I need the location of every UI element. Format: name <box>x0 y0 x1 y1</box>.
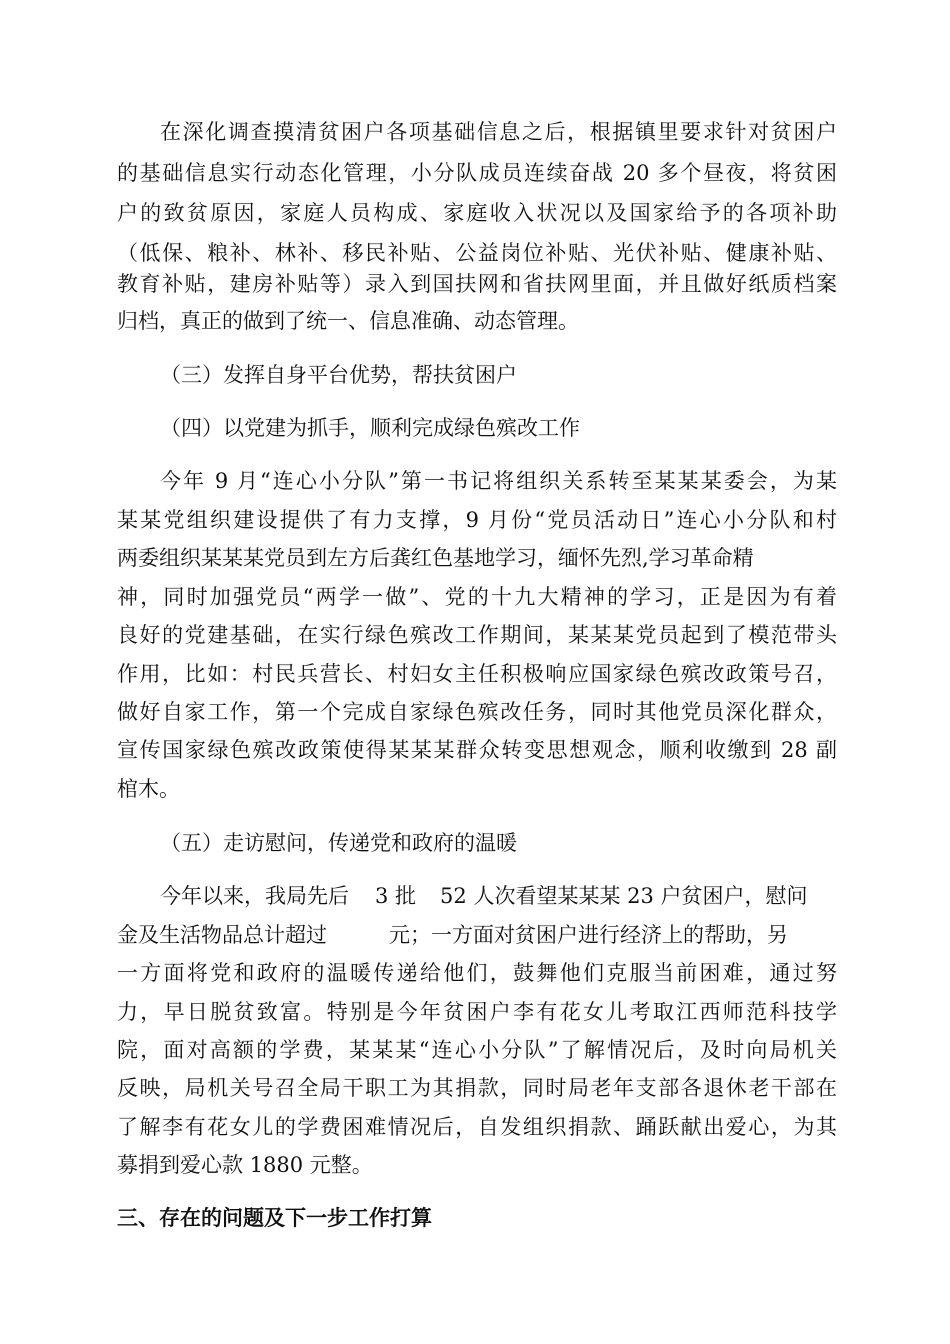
text-segment: 52 人次看望某某某 23 户贫困户，慰问 <box>440 884 808 908</box>
paragraph-line: 一方面将党和政府的温暖传递给他们，鼓舞他们克服当前困难，通过努 <box>117 961 837 985</box>
paragraph-line: 的基础信息实行动态化管理，小分队成员连续奋战 20 多个昼夜，将贫困 <box>117 161 837 185</box>
paragraph-line: 某某党组织建设提供了有力支撑，9 月份“党员活动日”连心小分队和村 <box>117 508 837 532</box>
paragraph-line: 做好自家工作，第一个完成自家绿色殡改任务，同时其他党员深化群众， <box>117 700 837 724</box>
text-segment: 3 批 <box>375 884 417 908</box>
paragraph-line-with-gaps <box>117 920 837 950</box>
paragraph-line: 反映，局机关号召全局干职工为其捐款，同时局老年支部各退休老干部在 <box>117 1076 837 1100</box>
text-segment: 金及生活物品总计超过 <box>117 923 327 947</box>
paragraph-line: 良好的党建基础，在实行绿色殡改工作期间，某某某党员起到了模范带头 <box>117 623 837 647</box>
text-segment: 今年以来，我局先后 <box>160 884 349 908</box>
paragraph-line: 归档，真正的做到了统一、信息准确、动态管理。 <box>117 309 579 333</box>
paragraph-line: 在深化调查摸清贫困户各项基础信息之后，根据镇里要求针对贫困户 <box>160 120 837 144</box>
section-heading: 三、存在的问题及下一步工作打算 <box>117 1205 432 1230</box>
paragraph-line: 募捐到爱心款 1880 元整。 <box>117 1153 373 1177</box>
paragraph-line: 了解李有花女儿的学费困难情况后，自发组织捐款、踊跃献出爱心，为其 <box>117 1115 837 1139</box>
paragraph-line: （低保、粮补、林补、移民补贴、公益岗位补贴、光伏补贴、健康补贴、 <box>117 241 837 265</box>
subheading-3: （三）发挥自身平台优势，帮扶贫困户 <box>160 363 517 387</box>
paragraph-line: 两委组织某某某党员到左方后龚红色基地学习，缅怀先烈,学习革命精 <box>117 546 754 570</box>
paragraph-line: 教育补贴，建房补贴等）录入到国扶网和省扶网里面，并且做好纸质档案 <box>117 272 837 296</box>
paragraph-line: 院，面对高额的学费，某某某“连心小分队”了解情况后，及时向局机关 <box>117 1038 837 1062</box>
subheading-5: （五）走访慰问，传递党和政府的温暖 <box>160 831 517 855</box>
paragraph-line: 今年 9 月“连心小分队”第一书记将组织关系转至某某某委会，为某 <box>160 469 837 493</box>
paragraph-line: 力，早日脱贫致富。特别是今年贫困户李有花女儿考取江西师范科技学 <box>117 1000 837 1024</box>
paragraph-line: 宣传国家绿色殡改政策使得某某某群众转变思想观念，顺利收缴到 28 副 <box>117 738 837 762</box>
paragraph-line: 作用，比如：村民兵营长、村妇女主任积极响应国家绿色殡改政策号召， <box>117 662 837 686</box>
text-segment: 元；一方面对贫困户进行经济上的帮助，另 <box>389 923 788 947</box>
paragraph-line: 户的致贫原因，家庭人员构成、家庭收入状况以及国家给予的各项补助 <box>117 201 837 225</box>
paragraph-line: 棺木。 <box>117 777 180 801</box>
subheading-4: （四）以党建为抓手，顺利完成绿色殡改工作 <box>160 416 580 440</box>
paragraph-line: 神，同时加强党员“两学一做”、党的十九大精神的学习，正是因为有着 <box>117 585 837 609</box>
paragraph-line-with-gaps <box>160 881 837 911</box>
